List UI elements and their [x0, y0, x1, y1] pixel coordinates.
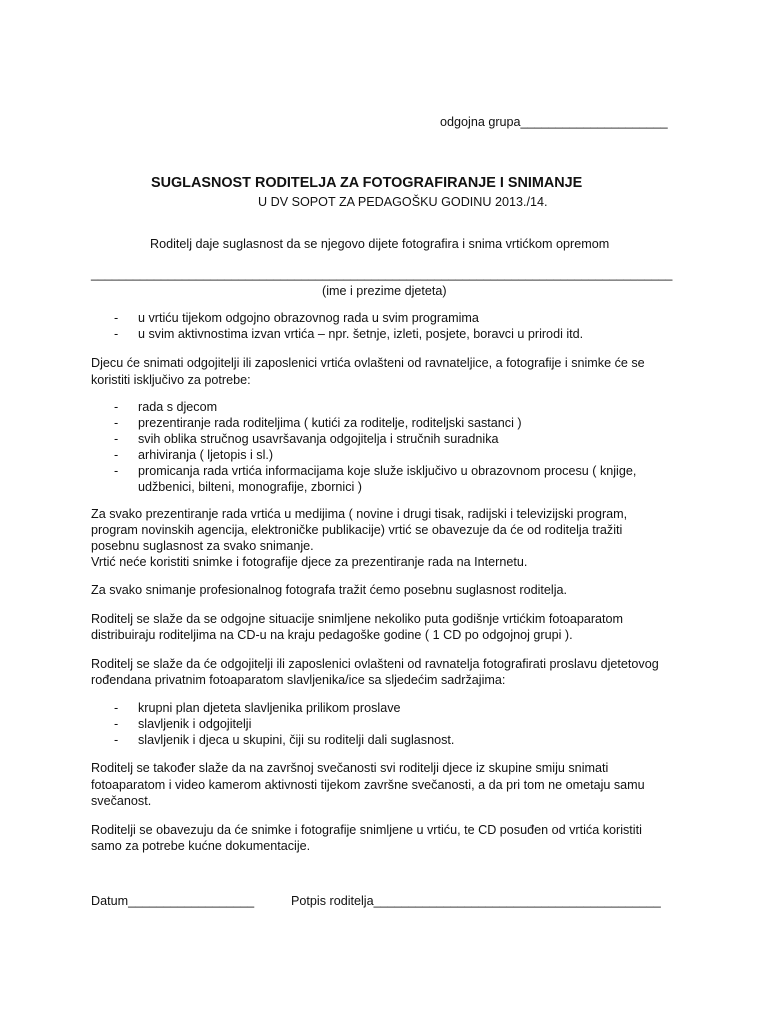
parent-signature-field[interactable]: Potpis roditelja_________________________________________ — [291, 894, 661, 908]
list-item: svih oblika stručnog usavršavanja odgojitelja i stručnih suradnika — [138, 432, 499, 446]
bullet-dash: - — [114, 327, 119, 341]
document-subtitle: U DV SOPOT ZA PEDAGOŠKU GODINU 2013./14. — [258, 195, 548, 209]
list-item: rada s djecom — [138, 400, 218, 414]
paragraph-line: Za svako prezentiranje rada vrtića u medijima ( novine i drugi tisak, radijski i televizijski program, — [91, 507, 628, 521]
child-name-caption: (ime i prezime djeteta) — [322, 284, 447, 298]
paragraph-line: Za svako snimanje profesionalnog fotografa tražit ćemo posebnu suglasnost roditelja. — [91, 583, 568, 597]
bullet-dash: - — [114, 717, 119, 731]
child-name-field[interactable]: ___________________________________________________________________________________ — [91, 267, 673, 281]
list-item-continuation: udžbenici, bilteni, monografije, zbornici ) — [138, 480, 363, 494]
paragraph-line: Roditelj se slaže da se odgojne situacije snimljene nekoliko puta godišnje vrtićkim fotoaparatom — [91, 612, 624, 626]
list-item: slavljenik i djeca u skupini, čiji su roditelji dali suglasnost. — [138, 733, 455, 747]
list-item: u vrtiću tijekom odgojno obrazovnog rada u svim programima — [138, 311, 479, 325]
bullet-dash: - — [114, 448, 119, 462]
paragraph-line: rođendana privatnim fotoaparatom slavljenika/ice sa sljedećim sadržajima: — [91, 673, 506, 687]
paragraph-line: posebnu suglasnost za svako snimanje. — [91, 539, 314, 553]
bullet-dash: - — [114, 432, 119, 446]
list-item: promicanja rada vrtića informacijama koje služe isključivo u obrazovnom procesu ( knjige, — [138, 464, 637, 478]
paragraph-line: distribuiraju roditeljima na CD-u na kraju pedagoške godine ( 1 CD po odgojnoj grupi ). — [91, 628, 573, 642]
list-item: slavljenik i odgojitelji — [138, 717, 252, 731]
document-title: SUGLASNOST RODITELJA ZA FOTOGRAFIRANJE I SNIMANJE — [151, 175, 583, 191]
paragraph-line: samo za potrebe kućne dokumentacije. — [91, 839, 311, 853]
paragraph-line: program novinskih agencija, elektroničke publikacije) vrtić se obavezuje da će od roditelja tražiti — [91, 523, 623, 537]
date-field[interactable]: Datum__________________ — [91, 894, 255, 908]
paragraph-line: Roditelj se slaže da će odgojitelji ili zaposlenici ovlašteni od ravnatelja fotografirati proslavu djetetovog — [91, 657, 659, 671]
bullet-dash: - — [114, 400, 119, 414]
bullet-dash: - — [114, 416, 119, 430]
paragraph-line: svečanost. — [91, 794, 152, 808]
paragraph-line: Vrtić neće koristiti snimke i fotografije djece za prezentiranje rada na Internetu. — [91, 555, 528, 569]
paragraph-line: koristiti isključivo za potrebe: — [91, 373, 251, 387]
list-item: u svim aktivnostima izvan vrtića – npr. šetnje, izleti, posjete, boravci u prirodi itd. — [138, 327, 584, 341]
consent-intro: Roditelj daje suglasnost da se njegovo dijete fotografira i snima vrtićkom opremom — [150, 237, 610, 251]
paragraph-line: Roditelji se obavezuju da će snimke i fotografije snimljene u vrtiću, te CD posuđen od vrtića koristiti — [91, 823, 642, 837]
bullet-dash: - — [114, 733, 119, 747]
list-item: prezentiranje rada roditeljima ( kutići za roditelje, roditeljski sastanci ) — [138, 416, 522, 430]
group-field[interactable]: odgojna grupa_____________________ — [440, 115, 668, 129]
list-item: krupni plan djeteta slavljenika prilikom proslave — [138, 701, 401, 715]
bullet-dash: - — [114, 701, 119, 715]
list-item: arhiviranja ( ljetopis i sl.) — [138, 448, 274, 462]
paragraph-line: Djecu će snimati odgojitelji ili zaposlenici vrtića ovlašteni od ravnateljice, a fotografije i snimke će se — [91, 356, 645, 370]
bullet-dash: - — [114, 464, 119, 478]
bullet-dash: - — [114, 311, 119, 325]
paragraph-line: Roditelj se također slaže da na završnoj svečanosti svi roditelji djece iz skupine smiju snimati — [91, 761, 609, 775]
paragraph-line: fotoaparatom i video kamerom aktivnosti tijekom završne svečanosti, a da pri tom ne ometaju samu — [91, 778, 645, 792]
